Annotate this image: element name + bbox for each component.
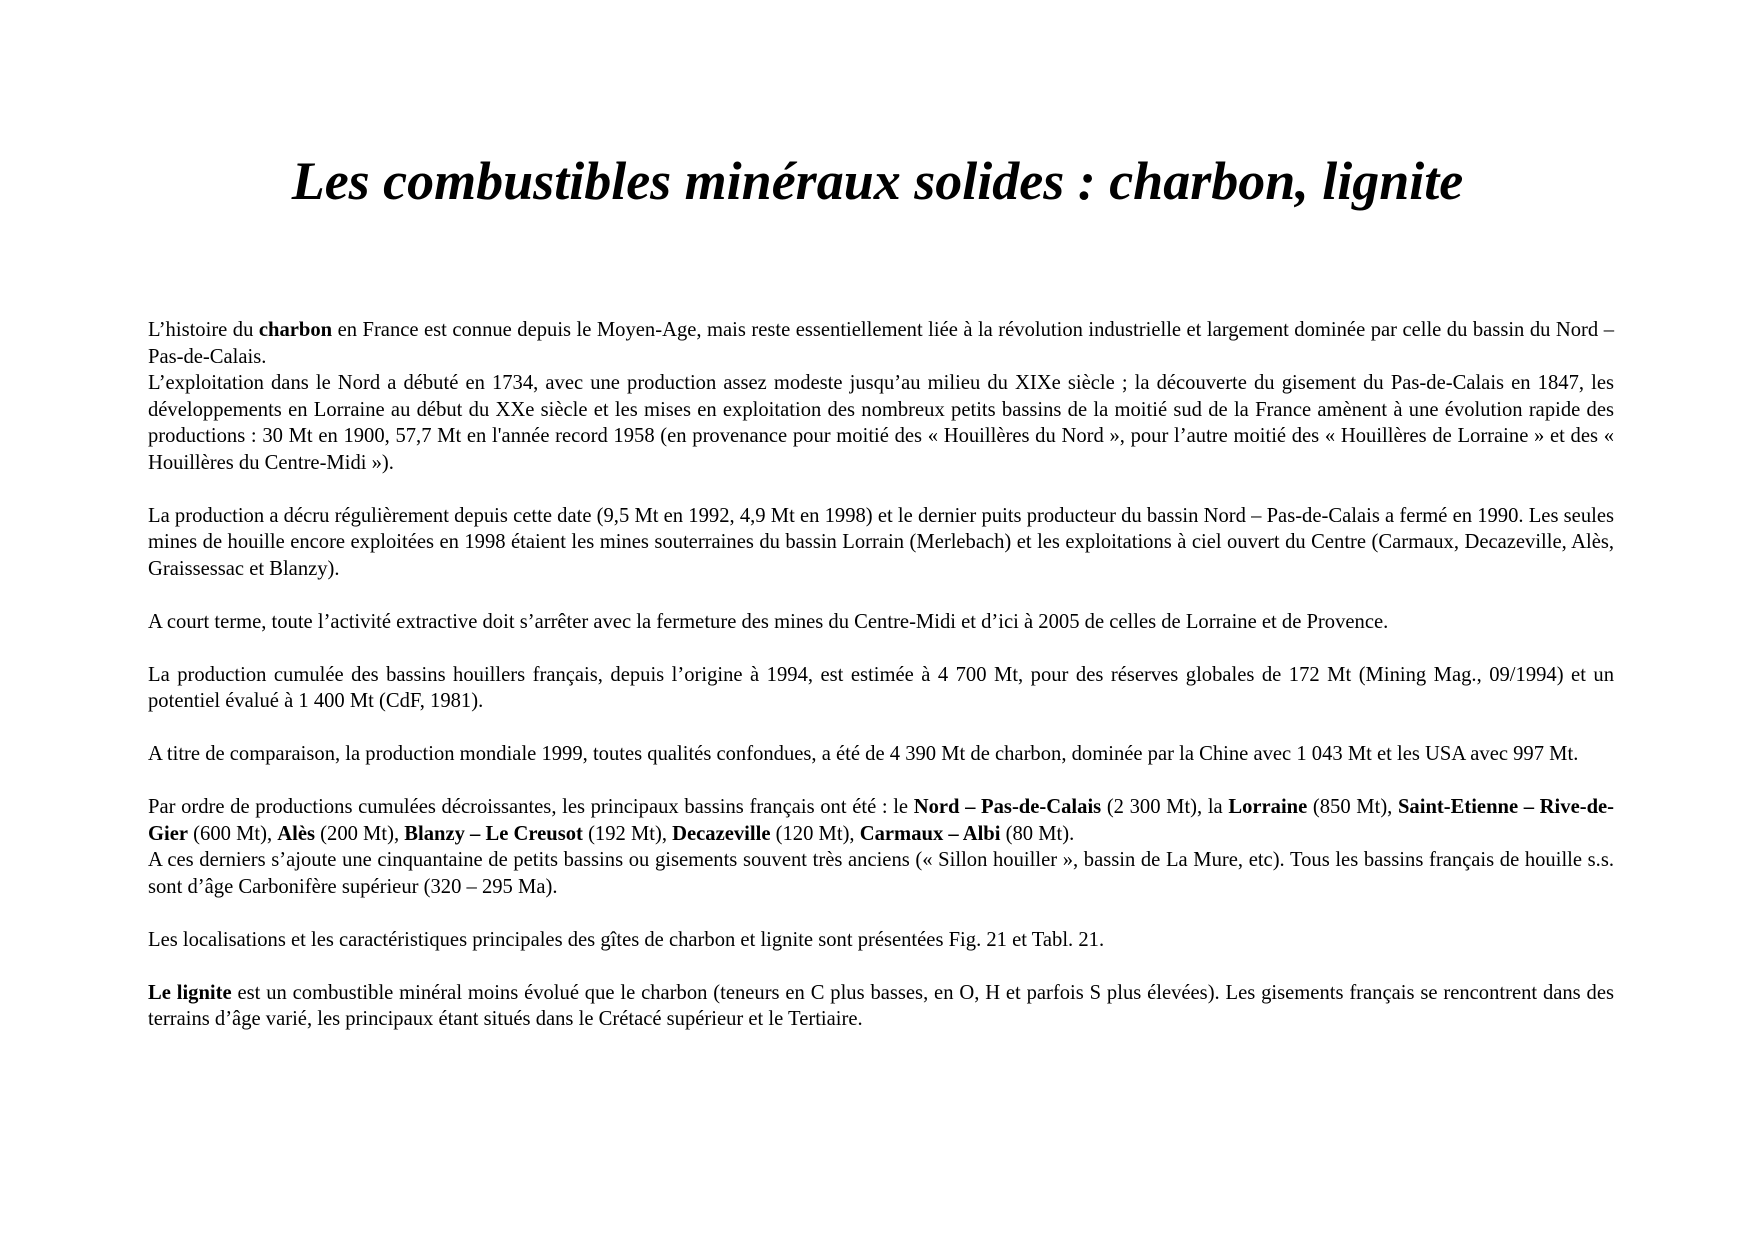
paragraph-history [148, 317, 1614, 370]
basin-name: Lorraine [1228, 796, 1308, 818]
paragraph-localisations: Les localisations et les caractéristiques principales des gîtes de charbon et lignite sont présentées Fig. 21 et Tabl. 21. [148, 928, 1105, 951]
text-run: est un combustible minéral moins évolué que le charbon (teneurs en C plus basses, en O, H et parfois S plus élevées). Les gisements français se rencontrent dans des terrains d’âge varié, les principaux étant situés dans le Crétacé supérieur et le Tertiaire. [148, 981, 1614, 1030]
basin-name: Decazeville [672, 822, 771, 845]
basin-name: Blanzy – Le Creusot [404, 822, 583, 845]
basin-name: Carmaux – Albi [859, 822, 1001, 845]
basin-name: Nord – Pas-de-Calais [913, 796, 1102, 818]
paragraph-small-basins: A ces derniers s’ajoute une cinquantaine de petits bassins ou gisements souvent très anciens (« Sillon houiller », bassin de La Mure, etc). Tous les bassins français de houille s.s. sont d’âge Carbonifère supérieur (320 – 295 Ma). [148, 849, 1614, 898]
text-run: (2 300 Mt), la [1101, 796, 1229, 818]
paragraph-exploitation: L’exploitation dans le Nord a débuté en 1734, avec une production assez modeste jusqu’au milieu du XIXe siècle ; la découverte du gisement du Pas-de-Calais en 1847, les développements en Lorraine au début du XXe siècle et les mises en exploitation des nombreux petits bassins de la moitié sud de la France amènent à une évolution rapide des productions : 30 Mt en 1900, 57,7 Mt en l'année record 1958 (en provenance pour moitié des « Houillères du Nord », pour l’autre moitié des « Houillères de Lorraine » et des « Houillères du Centre-Midi »). [148, 372, 1614, 474]
keyword-charbon: charbon [258, 319, 333, 341]
text-run: (600 Mt), [188, 822, 278, 845]
keyword-lignite: Le lignite [148, 981, 232, 1004]
paragraph-cumulative-production: La production cumulée des bassins houillers français, depuis l’origine à 1994, est estimée à 4 700 Mt, pour des réserves globales de 172 Mt (Mining Mag., 09/1994) et un potentiel évalué à 1 400 Mt (CdF, 1981). [148, 663, 1614, 712]
text-run: (80 Mt). [1000, 822, 1075, 845]
text-run: L’histoire du [148, 319, 259, 341]
paragraph-short-term: A court terme, toute l’activité extractive doit s’arrêter avec la fermeture des mines du Centre-Midi et d’ici à 2005 de celles de Lorraine et de Provence. [148, 610, 1389, 633]
paragraph-main-basins [148, 794, 1614, 847]
paragraph-lignite [148, 980, 1614, 1033]
text-run: (200 Mt), [315, 822, 405, 845]
paragraph-world-comparison: A titre de comparaison, la production mondiale 1999, toutes qualités confondues, a été de 4 390 Mt de charbon, dominée par la Chine avec 1 043 Mt et les USA avec 997 Mt. [148, 743, 1579, 765]
text-run: (850 Mt), [1307, 796, 1398, 818]
document-body [148, 317, 1614, 1033]
text-run: (192 Mt), [582, 822, 673, 845]
paragraph-decline: La production a décru régulièrement depuis cette date (9,5 Mt en 1992, 4,9 Mt en 1998) et le dernier puits producteur du bassin Nord – Pas-de-Calais a fermé en 1990. Les seules mines de houille encore exploitées en 1998 étaient les mines souterraines du bassin Lorrain (Merlebach) et les exploitations à ciel ouvert du Centre (Carmaux, Decazeville, Alès, Graissessac et Blanzy). [148, 504, 1614, 580]
basin-name: Alès [277, 822, 316, 845]
text-run: (120 Mt), [770, 822, 860, 845]
text-run: Par ordre de productions cumulées décroissantes, les principaux bassins français ont été : le [148, 796, 914, 818]
page-title: Les combustibles minéraux solides : charbon, lignite [291, 151, 1464, 211]
text-run: en France est connue depuis le Moyen-Age, mais reste essentiellement liée à la révolution industrielle et largement dominée par celle du bassin du Nord – Pas-de-Calais. [148, 319, 1614, 368]
basin-name: Saint-Etienne – Rive-de-Gier [148, 796, 1615, 845]
